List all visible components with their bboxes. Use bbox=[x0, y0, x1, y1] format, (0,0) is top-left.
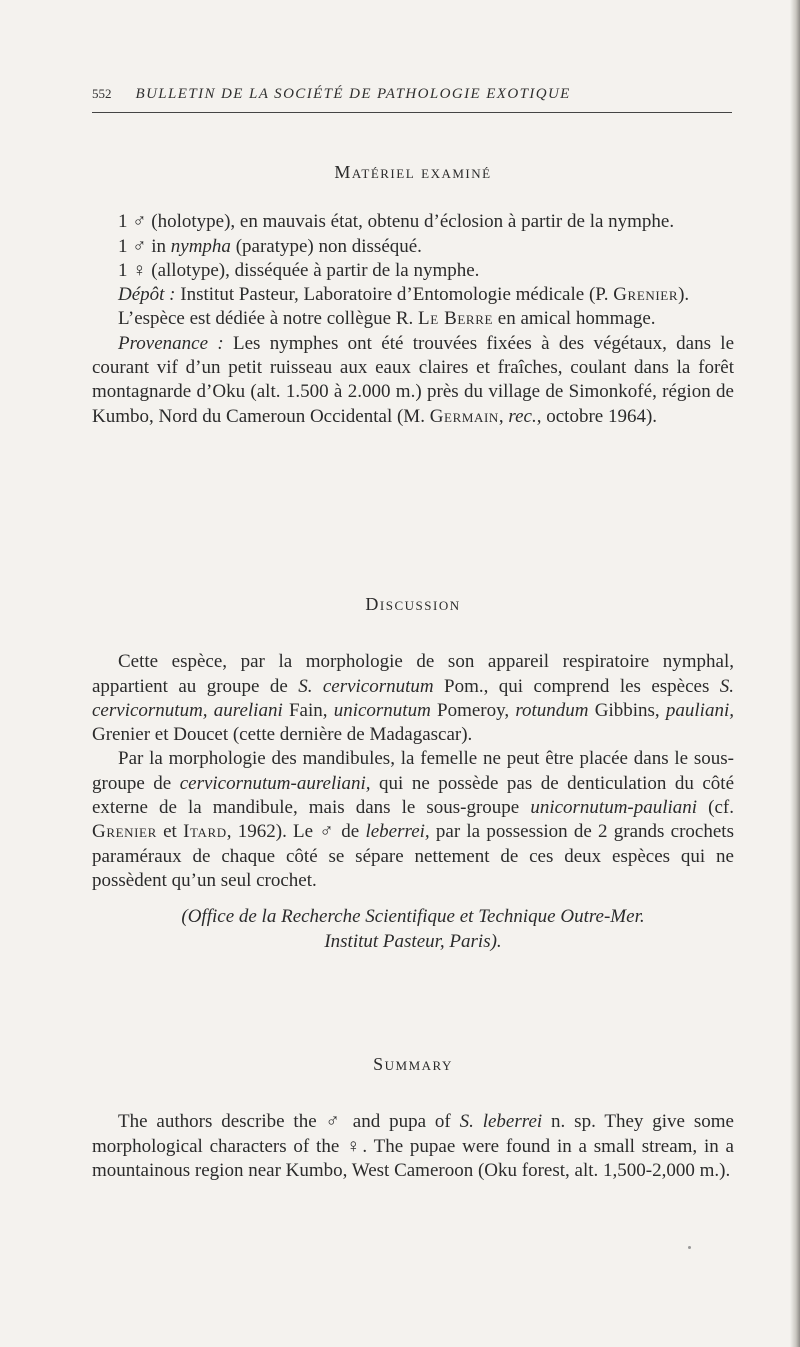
section-materiel bbox=[92, 160, 734, 429]
paragraph-paratype: 1 ♂ in nympha (paratype) non disséqué. bbox=[118, 235, 422, 257]
paragraph-holotype: 1 ♂ (holotype), en mauvais état, obtenu d’éclosion à partir de la nymphe. bbox=[118, 211, 675, 233]
running-header bbox=[92, 86, 732, 103]
section-summary bbox=[92, 1052, 734, 1183]
journal-title: BULLETIN DE LA SOCIÉTÉ DE PATHOLOGIE EXOTIQUE bbox=[135, 86, 571, 102]
heading-discussion: Discussion bbox=[365, 594, 461, 614]
section-discussion bbox=[92, 592, 734, 954]
paragraph-discussion-2: Par la morphologie des mandibules, la femelle ne peut être placée dans le sous-groupe de cervicornutum-aureliani, qui ne possède pas de denticulation du côté externe de la mandibule, mais dans le sous-groupe unicornutum-pauliani (cf. Grenier et Itard, 1962). Le ♂ de leberrei, par la possession de 2 grands crochets paraméraux de chaque côté se sépare nettement de ces deux espèces qui ne possèdent qu’un seul crochet. bbox=[92, 748, 734, 891]
header-rule bbox=[92, 112, 732, 113]
page-edge-shadow bbox=[790, 0, 800, 1347]
paragraph-discussion-1: Cette espèce, par la morphologie de son appareil respiratoire nymphal, appartient au groupe de S. cervicornutum Pom., qui comprend les espèces S. cervicornutum, aureliani Fain, unicornutum Pomeroy, rotundum Gibbins, pauliani, Grenier et Doucet (cette dernière de Madagascar). bbox=[92, 651, 734, 746]
paragraph-provenance: Provenance : Les nymphes ont été trouvées fixées à des végétaux, dans le courant vif d’un petit ruisseau aux eaux claires et fraîches, coulant dans la forêt montagnarde d’Oku (alt. 1.500 à 2.000 m.) près du village de Simonkofé, région de Kumbo, Nord du Cameroun Occidental (M. Germain, rec., octobre 1964). bbox=[92, 332, 735, 427]
paragraph-allotype: 1 ♀ (allotype), disséquée à partir de la nymphe. bbox=[118, 259, 480, 281]
paragraph-summary: The authors describe the ♂ and pupa of S. leberrei n. sp. They give some morphological characters of the ♀. The pupae were found in a small stream, in a mountainous region near Kumbo, West Cameroon (Oku forest, alt. 1,500-2,000 m.). bbox=[92, 1111, 734, 1181]
affiliation-line-1: (Office de la Recherche Scientifique et Technique Outre-Mer. bbox=[181, 906, 645, 928]
heading-summary: Summary bbox=[373, 1054, 453, 1074]
paper-speck bbox=[688, 1246, 691, 1249]
heading-materiel: Matériel examiné bbox=[334, 162, 492, 182]
page-number: 552 bbox=[92, 86, 112, 101]
affiliation-line-2: Institut Pasteur, Paris). bbox=[324, 930, 502, 952]
paragraph-dedication: L’espèce est dédiée à notre collègue R. Le Berre en amical hommage. bbox=[118, 308, 656, 330]
paragraph-depot: Dépôt : Institut Pasteur, Laboratoire d’Entomologie médicale (P. Grenier). bbox=[118, 284, 690, 306]
